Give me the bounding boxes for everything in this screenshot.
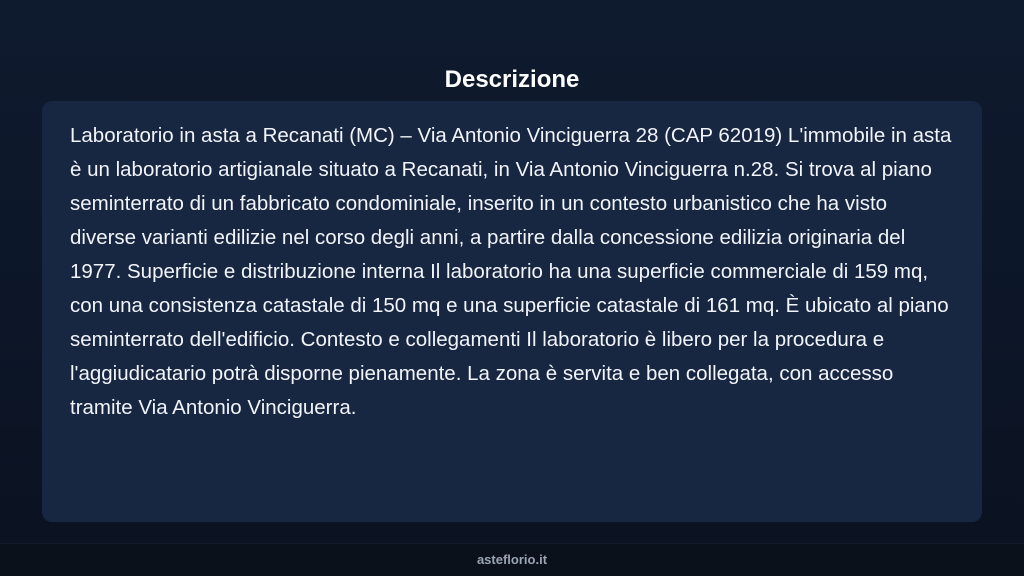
description-card — [42, 101, 982, 522]
page-title: Descrizione — [444, 66, 580, 94]
footer-site-label: asteflorio.it — [476, 552, 548, 567]
footer-bar — [0, 543, 1024, 576]
description-text: Laboratorio in asta a Recanati (MC) – Via Antonio Vinciguerra 28 (CAP 62019) L'immobile in asta è un laboratorio artigianale situato a Recanati, in Via Antonio Vinciguerra n.28. Si trova al piano seminterrato di un fabbricato condominiale, inserito in un contesto urbanistico che ha visto diverse varianti edilizie nel corso degli anni, a partire dalla concessione edilizia originaria del 1977. Superficie e distribuzione interna Il laboratorio ha una superficie commerciale di 159 mq, con una consistenza catastale di 150 mq e una superficie catastale di 161 mq. È ubicato al piano seminterrato dell'edificio. Contesto e collegamenti Il laboratorio è libero per la procedura e l'aggiudicatario potrà disporne pienamente. La zona è servita e ben collegata, con accesso tramite Via Antonio Vinciguerra. — [70, 124, 952, 419]
